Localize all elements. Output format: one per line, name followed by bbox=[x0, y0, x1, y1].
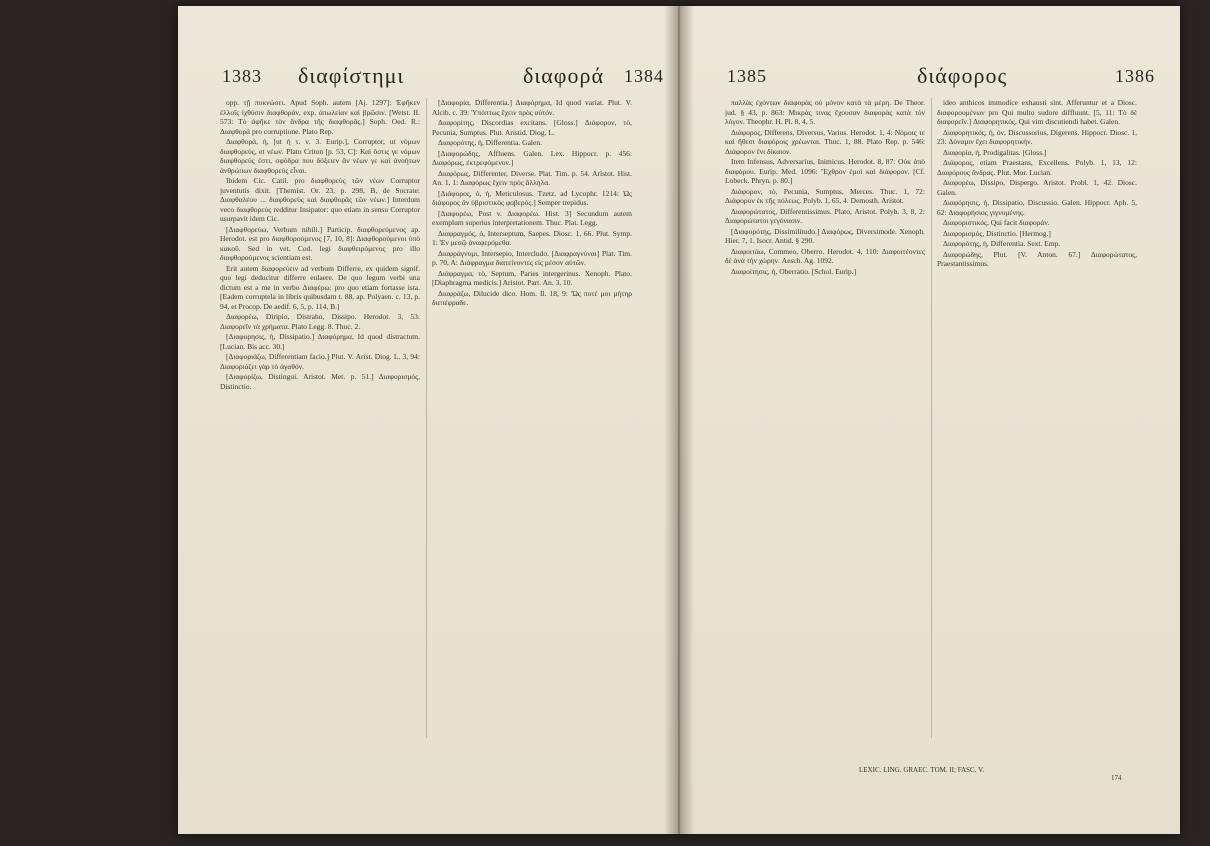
page-number-1385: 1385 bbox=[727, 66, 767, 86]
open-book bbox=[178, 6, 1180, 834]
right-page-column-2 bbox=[937, 98, 1137, 738]
text-block: Διαφορότης, ἡ, Differentia. Galen. bbox=[438, 138, 542, 147]
text-block: Διαφοίτησις, ἡ, Oberratio. [Schol. Eurip.] bbox=[731, 266, 857, 276]
text-block: Διάφορος, etiam Praestans, Excellens. Polyb. 1, 13, 12: Διαφόρους ἄνδρας. Plut. Mor. Lucian. bbox=[937, 158, 1137, 177]
text-block: Διάφορος, Differens, Diversus, Varius. Herodot. 1, 4: Νόμοις τε καὶ ἤθεσι διαφόροις χρέωνται. Thuc. 1, 88. Plato Rep. p. 546: Διάφορον ἔνι δίκαιον. bbox=[725, 127, 925, 156]
text-block: Ibidem Cic. Catil. pro διαφθορεὺς τῶν νέων Corruptor juventutis dixit. [Themist. Or. 23, p. 298, B, de Socrate: Διαφθαλέου ... διαφθορεὺς καὶ διαφθορᾶς τῶν νέων.] Interdum veco διαφθορεὺς redditur Insipator: quo etiam in sensu Corruptor usurpavit idem Cic. bbox=[220, 176, 420, 223]
text-block: Item Infensus, Adversarius, Inimicus. Herodot. 8, 87: Οὐκ ἀπὸ διαφόρου. Eurip. Med. 1096: Ἔχθρον ἐμοὶ καὶ διάφορον. [Cf. Lobeck. Phryn. p. 80.] bbox=[725, 157, 925, 185]
text-block: Διαφράγνυμι, Intersepio, Intercludo. [Διαφραγνύναι] Plat. Tim. p. 70, A: Διάφραγμα διατείνοντες εἰς μέσον αὐτῶν. bbox=[432, 248, 632, 267]
text-block: [Διαφθορεύω, Verbum nihili.] Particip. διαφθορεύμενος ap. Herodot. est pro διαφθορούμενος [7, 10, 8]: Διαφθορούμενοι ὑπὸ κακοῦ. Sed in vet. Cod. legi διαφθειρόμενος pro illo διαφθορούμενος scientiam est. bbox=[220, 224, 420, 262]
headword-left: διαφίστημι bbox=[298, 63, 405, 88]
signature-line: LEXIC. LING. GRAEC. TOM. II; FASC. V. bbox=[859, 766, 984, 774]
text-block: Διαφορία, ἡ, Prodigalitas. [Gloss.] bbox=[943, 147, 1047, 157]
text-block: [Διαφοριάζω, Differentiam facio.] Plut. V. Arist. Diog. L. 3, 94: Διαφοριάζει γὰρ τὸ ἀγαθόν. bbox=[220, 352, 420, 371]
text-block: opp. τῇ πυκνώσει. Apud Soph. autem [Aj. 1297]: Ἐφῆκεν ἐλλοῖς ἰχθύσιν διαφθοράν, exp. ἀπωλείαν καὶ βρῶσιν. [Wetst. II. 573: Τὸ ἀφῆκε τὸν ἄνδρα τῆς διαφθορᾶς.] Soph. Oed. R.: Διαφθορά pro corruptione. Plato Rep. bbox=[220, 98, 420, 136]
text-block: Διαφράζω, Dilucide dico. Hom. Il. 18, 9: Ὥς ποτέ μοι μήτηρ διεπέφραδε. bbox=[432, 288, 632, 307]
text-block: Διαφορέω, Dissipo, Dispergo. Aristot. Probl. 1, 42. Diosc. Galen. bbox=[937, 178, 1137, 197]
right-page-header bbox=[679, 63, 1180, 92]
text-block: Διαφορίτης, Discordias excitans. [Gloss.] Διάφορον, τὸ, Pecunia, Sumptus. Plut. Aristid. Diog. L. bbox=[432, 118, 632, 137]
running-head-left: διαφορά bbox=[523, 63, 605, 88]
signature-number: 174 bbox=[1111, 774, 1122, 782]
page-number-1383: 1383 bbox=[222, 66, 262, 86]
text-block: Διαφορητικός, ἡ, όν, Discussorius, Digerens. Hippocr. Diosc. 1, 23: Δύναμιν ἔχει διαφορητικήν. bbox=[937, 127, 1137, 146]
column-divider bbox=[426, 98, 427, 738]
text-block: Διαφόρως, Differenter, Diverse. Plat. Tim. p. 54. Aristot. Hist. An. 1, 1: Διαφόρως ἔχειν πρὸς ἄλληλα. bbox=[432, 168, 632, 187]
text-block: Διαφραγμός, ὁ, Interseptum, Saepes. Diosc. 1, 66. Plut. Symp. 1: Ἐν μεσῷ ἀναφερόμεθα. bbox=[432, 228, 632, 247]
text-block: Διαφορισμός, Distinctio. [Hermog.] bbox=[943, 228, 1051, 238]
text-block: Διαφοριστικός, Qui facit διαφοράν. bbox=[943, 218, 1050, 227]
right-page bbox=[679, 6, 1180, 834]
text-block: ideo anthicos immodice exhausti sint. Afferuntur et a Diosc. διαφορουμένων pro Qui multo sudore diffluunt. [5, 11: Τὸ δὲ διαφορεῖν.] Διαφορητικός, Qui vim discutiendi habet. Galen. bbox=[937, 98, 1137, 126]
text-block: [Διαφορία, Differentia.] Διαφόρημα, Id quod variat. Plut. V. Alcib. c. 39: Ὑπόπτως ἔχειν πρὸς αὐτόν. bbox=[432, 98, 632, 117]
text-block: Erit autem διαφορεύειν ad verbum Differre, ex quidem signif. quo legi deducitur differre eulaere. De quo legum verbi una dictum est a me in verbo Διαφέρω: pro quo etiam fortasse ista. [Eadem corruptela in libris quibusdam t. 88, ap. Polyaen. c. 13, p. 94, et Procop. De aedif. 6, 5, p. 114, B.] bbox=[220, 263, 420, 311]
column-divider bbox=[931, 98, 932, 738]
text-block: [Διαφορίζω, Distingui. Aristot. Met. p. 51.] Διαφορισμός, Distinctio. bbox=[220, 372, 420, 391]
text-block: [Διάφορος, ὁ, ἡ, Meticulosus. Tzetz. ad Lycophr. 1214: Ὡς διάφορος ἂν ὑβριστικὸς φοβερός.] Semper trepidus. bbox=[432, 188, 632, 207]
left-page-column-2 bbox=[432, 98, 632, 738]
right-page-column-1 bbox=[725, 98, 925, 738]
text-block: Διάφραγμα, τὸ, Septum, Paries intergerinus. Xenoph. Plato. [Diaphragma medicis.] Aristot. Part. An. 3, 10. bbox=[432, 268, 632, 287]
text-block: [Διαφορέω, Post v. Διαφορέω. Hist. 3] Secundum autem exemplum superius interpretationem. Thuc. Plat. Legg. bbox=[432, 208, 632, 227]
left-page-column-1 bbox=[220, 98, 420, 738]
text-block: Διαφορέω, Diripio, Distraho, Dissipo. Herodot. 3, 53: Διαφορεῖν τὰ χρήματα. Plato Legg. 8. Thuc. 2. bbox=[220, 312, 420, 331]
text-block: Διαφορώτατος, Differentissimus. Plato, Aristot. Polyb. 3, 8, 2: Διαφορώτατοι γεγόνασιν. bbox=[725, 206, 925, 225]
headword-right: διάφορος bbox=[917, 63, 1008, 88]
left-page bbox=[178, 6, 679, 834]
text-block: παλλὰς ἐχόντων διαφορὰς οὐ μόνον κατὰ τὰ μέρη. De Theor. jud. § 43, p. 863: Μικρὰς τινας ἔχουσαν διαφορὰς κατὰ τὸν λόγον. Theophr. H. Pl. 8, 4, 5. bbox=[725, 98, 925, 126]
page-number-1384: 1384 bbox=[624, 66, 664, 86]
page-number-1386: 1386 bbox=[1115, 66, 1155, 86]
text-block: [Διαφορησις, ἡ, Dissipatio.] Διαφόρημα, Id quod distractum. [Lucian. Bis acc. 30.] bbox=[220, 332, 420, 351]
left-page-header bbox=[178, 63, 679, 92]
text-block: [Διαφορότης, Dissimilitudo.] Διαφόρως, Diversimode. Xenoph. Hier. 7, 1. Isocr. Antid. § 290. bbox=[725, 226, 925, 245]
text-block: Διάφορον, τὸ, Pecunia, Sumptus, Merces. Thuc. 1, 72: Διάφορον ἐκ τῆς πόλεως. Polyb. 1, 65, 4. Demosth. Aristot. bbox=[725, 186, 925, 205]
text-block: Διαφόρησις, ἡ, Dissipatio, Discussio. Galen. Hippocr. Aph. 5, 62: Διαφορήσιος γιγνομένης. bbox=[937, 198, 1137, 217]
text-block: Διαφορότης, ἡ, Differentia. Sext. Emp. bbox=[943, 239, 1061, 248]
text-block: Διαφοιτάω, Commeo, Oberro. Herodot. 4, 110: Διαφοιτέοντες δὲ ἀνὰ τὴν χώρην. Aesch. Ag. 1092. bbox=[725, 246, 925, 265]
text-block: Διαφορώδης, Plut. [V. Anton. 67.] Διαφορώτατος, Praestantissimus. bbox=[937, 249, 1137, 268]
text-block: [Διαφορώδης, Affluens. Galen. Lex. Hippocr. p. 456: Διαφόρως, ἐκτρεφόμενον.] bbox=[432, 148, 632, 167]
text-block: Διαφθορά, ἡ, [ut ἡ τ. ν. 3. Eurip.], Corruptor, ut νόμων διαφθορεύς, et νέων. Plato Criton [p. 53, C]: Καὶ ὅστις γε νόμων διαφθορεύς ἐστι, σφόδρα που δόξειεν ἂν νέων γε καὶ ἀνοήτων ἀνθρώπων διαφθορεύς εἶναι. bbox=[220, 137, 420, 175]
